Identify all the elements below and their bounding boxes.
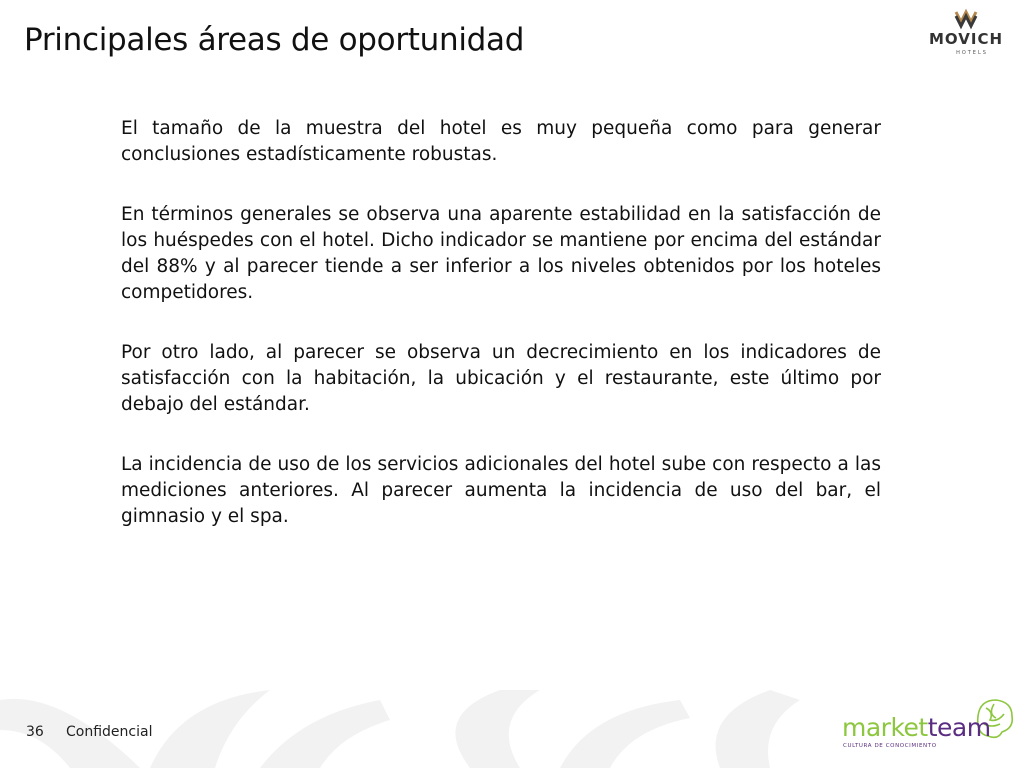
marketteam-logo [838,694,1018,756]
movich-wordmark: MOVICH [928,30,1004,48]
page-number: 36 [26,724,44,740]
marketteam-tagline: CULTURA DE CONOCIMIENTO [843,743,937,749]
paragraph: El tamaño de la muestra del hotel es muy pequeña como para generar conclusiones estadísticamente robustas. [121,118,881,165]
paragraph: Por otro lado, al parecer se observa un decrecimiento en los indicadores de satisfacción con la habitación, la ubicación y el restaurante, este último por debajo del estándar. [121,342,881,415]
movich-subtitle: HOTELS [956,50,988,56]
paragraph: La incidencia de uso de los servicios adicionales del hotel sube con respecto a las mediciones anteriores. Al parecer aumenta la incidencia de uso del bar, el gimnasio y el spa. [121,454,881,527]
movich-monogram-icon [956,12,976,26]
movich-logo [918,6,1014,58]
confidential-label: Confidencial [66,724,153,740]
body-text [121,116,881,564]
marketteam-wordmark-market: market [842,713,928,742]
marketteam-wordmark-team: team [927,713,991,742]
page-title: Principales áreas de oportunidad [24,22,525,58]
paragraph: En términos generales se observa una aparente estabilidad en la satisfacción de los huéspedes con el hotel. Dicho indicador se mantiene por encima del estándar del 88% y al parecer tiende a ser inferior a los niveles obtenidos por los hoteles competidores. [121,204,881,303]
svg-text:marketteam [842,713,991,742]
